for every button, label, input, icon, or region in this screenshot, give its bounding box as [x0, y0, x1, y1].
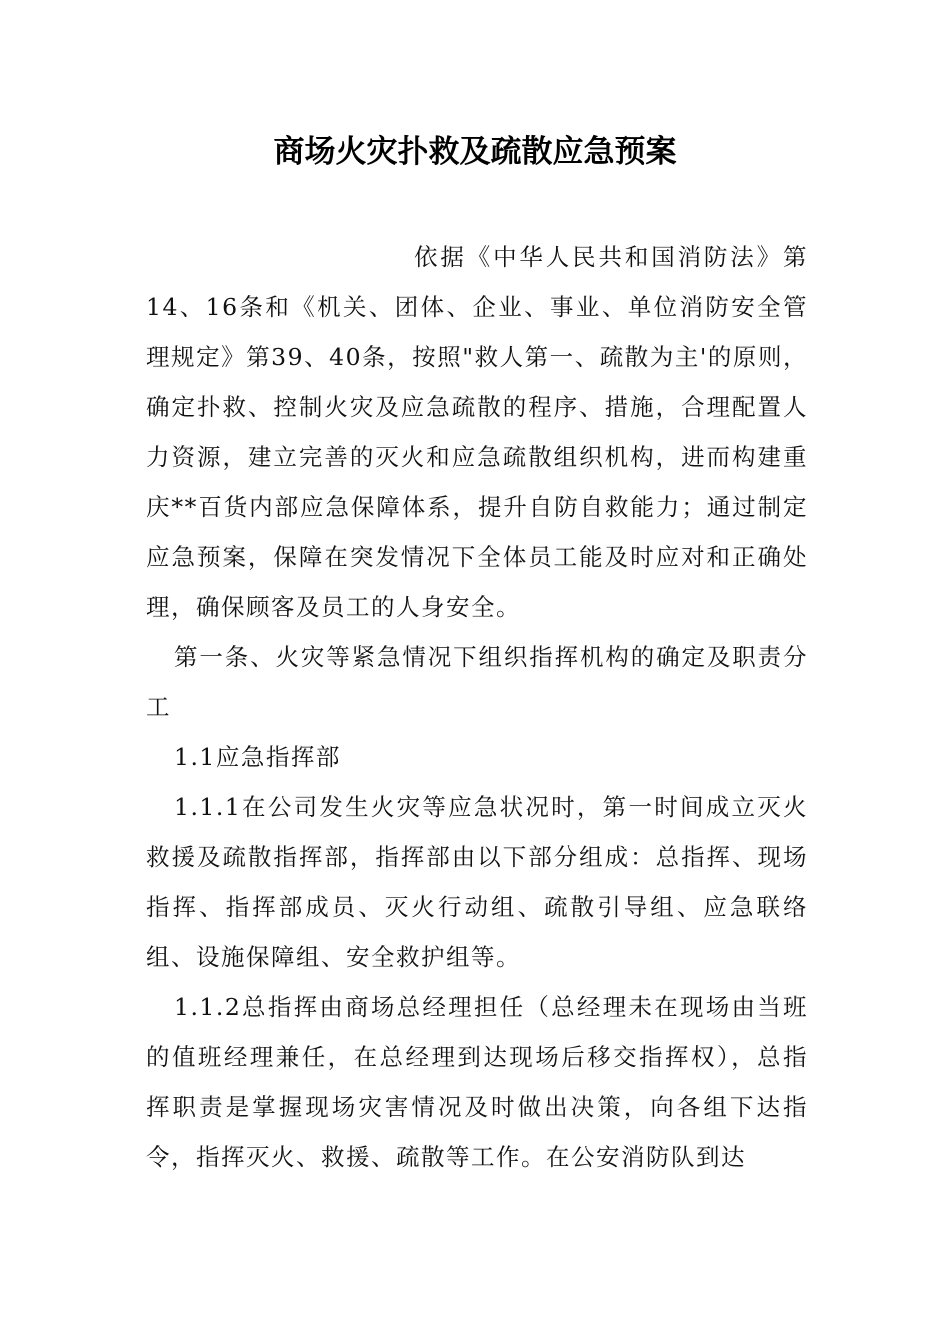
paragraph-article-1-heading: 第一条、火灾等紧急情况下组织指挥机构的确定及职责分工	[146, 643, 808, 721]
paragraph-section-1-1: 1.1应急指挥部	[174, 743, 341, 771]
paragraph-intro: 依据《中华人民共和国消防法》第14、16条和《机关、团体、企业、事业、单位消防安全管理规定》第39、40条，按照"救人第一、疏散为主'的原则，确定扑救、控制火灾及应急疏散的程序、措施，合理配置人力资源，建立完善的灭火和应急疏散组织机构，进而构建重庆**百货内部应急保障体系，提升自防自救能力；通过制定应急预案，保障在突发情况下全体员工能及时应对和正确处理，确保顾客及员工的人身安全。	[146, 243, 808, 621]
document-title: 商场火灾扑救及疏散应急预案	[273, 134, 677, 170]
document-body	[146, 232, 808, 1182]
paragraph-section-1-1-1: 1.1.1在公司发生火灾等应急状况时，第一时间成立灭火救援及疏散指挥部，指挥部由以下部分组成：总指挥、现场指挥、指挥部成员、灭火行动组、疏散引导组、应急联络组、设施保障组、安全救护组等。	[146, 793, 808, 971]
paragraph-section-1-1-2: 1.1.2总指挥由商场总经理担任（总经理未在现场由当班的值班经理兼任，在总经理到达现场后移交指挥权），总指挥职责是掌握现场灾害情况及时做出决策，向各组下达指令，指挥灭火、救援、疏散等工作。在公安消防队到达	[146, 993, 808, 1171]
